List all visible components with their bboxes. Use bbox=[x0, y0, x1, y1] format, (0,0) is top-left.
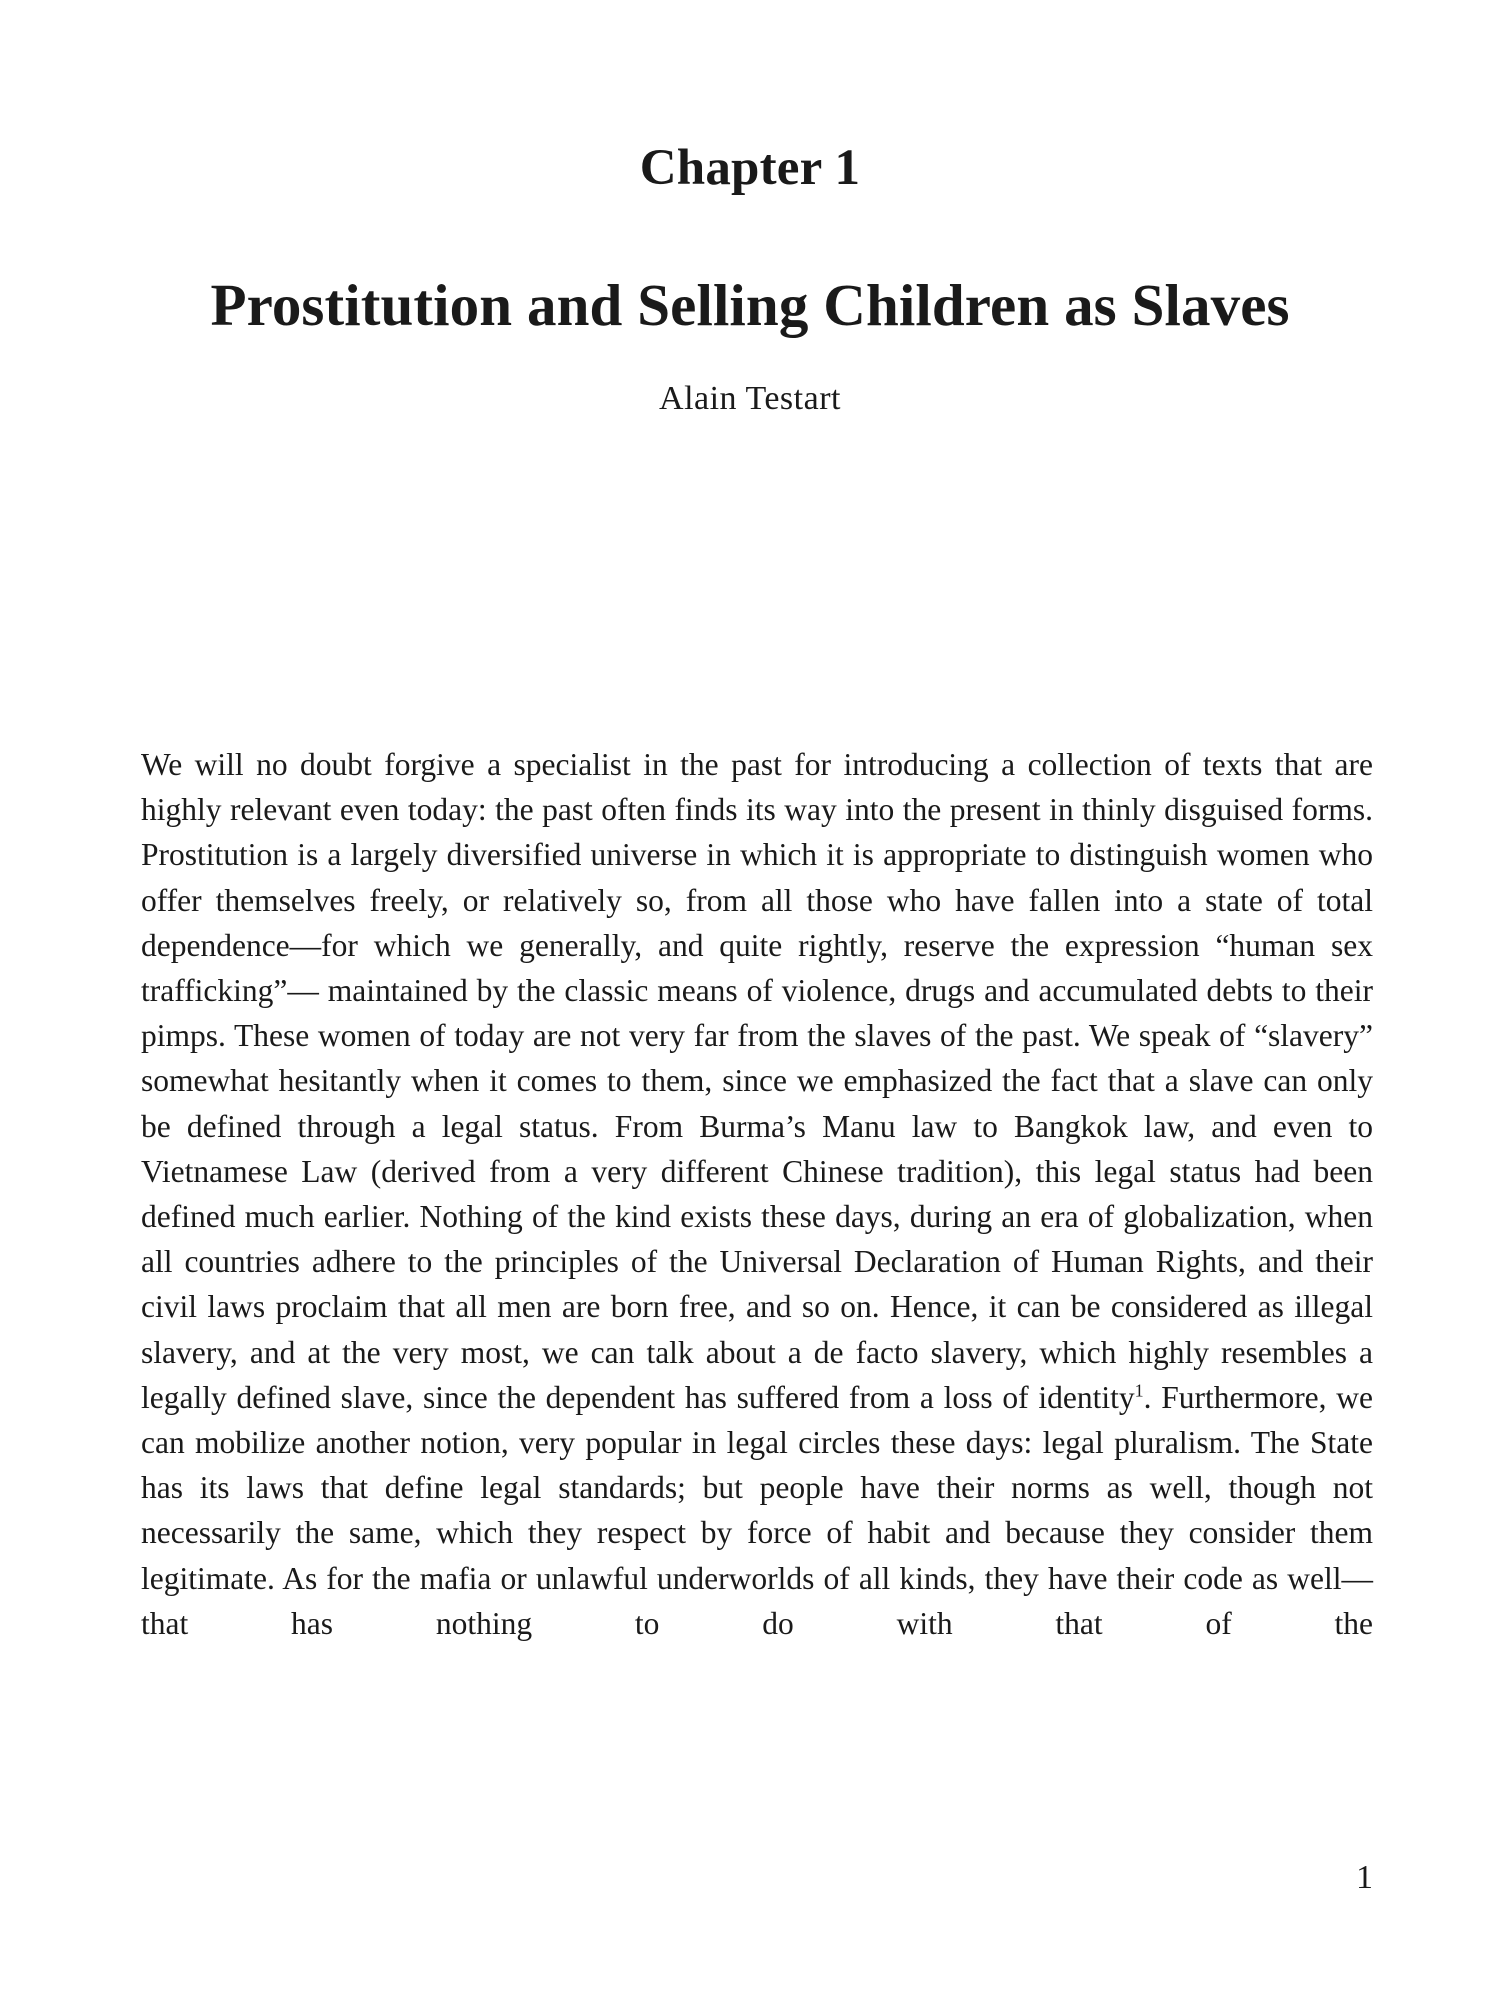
page-number: 1 bbox=[1356, 1859, 1373, 1896]
footnote-reference[interactable]: 1 bbox=[1134, 1380, 1144, 1401]
chapter-title: Prostitution and Selling Children as Slaves bbox=[210, 272, 1290, 338]
body-text-part-1: We will no doubt forgive a specialist in the past for introducing a collection of texts that are highly relevant even today: the past often finds its way into the present in thinly disguised forms. Prostitution is a largely diversified universe in which it is appropriate to distinguish women who offer themselves freely, or relatively so, from all those who have fallen into a state of total dependence—for which we generally, and quite rightly, reserve the expression “human sex trafficking”— maintained by the classic means of violence, drugs and accumulated debts to their pimps. These women of today are not very far from the slaves of the past. We speak of “slavery” somewhat hesitantly when it comes to them, since we emphasized the fact that a slave can only be defined through a legal status. From Burma’s Manu law to Bangkok law, and even to Vietnamese Law (derived from a very different Chinese tradition), this legal status had been defined much earlier. Nothing of the kind exists these days, during an era of globalization, when all countries adhere to the principles of the Universal Declaration of Human Rights, and their civil laws proclaim that all men are born free, and so on. Hence, it can be considered as illegal slavery, and at the very most, we can talk about a de facto slavery, which highly resembles a legally defined slave, since the dependent has suffered from a loss of identity bbox=[141, 747, 1373, 1415]
author-name: Alain Testart bbox=[659, 380, 841, 417]
chapter-label: Chapter 1 bbox=[639, 140, 861, 196]
body-text-part-2: . Furthermore, we can mobilize another notion, very popular in legal circles these days: legal pluralism. The State has its laws that define legal standards; but people have their norms as well, though not necessarily the same, which they respect by force of habit and because they consider them legitimate. As for the mafia or unlawful underworlds of all kinds, they have their code as well—that has nothing to do with that of the bbox=[141, 1379, 1374, 1641]
body-paragraph bbox=[141, 742, 1373, 1646]
